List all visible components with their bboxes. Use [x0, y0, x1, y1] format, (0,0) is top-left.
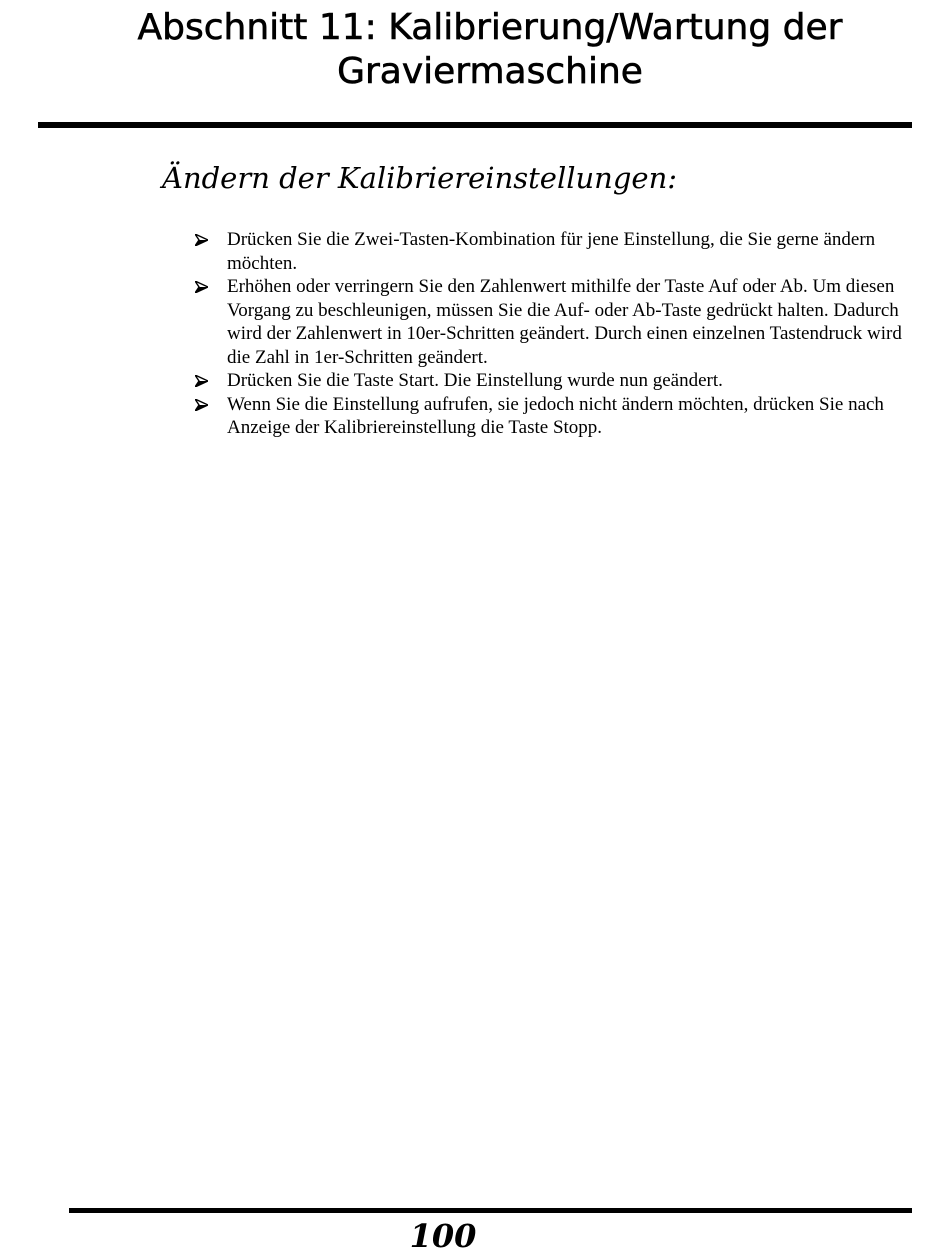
list-item — [195, 369, 915, 393]
instruction-list — [195, 228, 915, 440]
list-item-text: Wenn Sie die Einstellung aufrufen, sie jedoch nicht ändern möchten, drücken Sie nach Anzeige der Kalibriereinstellung die Taste Stopp. — [227, 393, 884, 438]
page-title — [40, 6, 940, 94]
list-item-text: Drücken Sie die Zwei-Tasten-Kombination für jene Einstellung, die Sie gerne ändern möchten. — [227, 229, 876, 274]
list-item-text: Drücken Sie die Taste Start. Die Einstellung wurde nun geändert. — [227, 370, 723, 391]
list-item-text: Erhöhen oder verringern Sie den Zahlenwert mithilfe der Taste Auf oder Ab. Um diesen Vorgang zu beschleunigen, müssen Sie die Auf- oder Ab-Taste gedrückt halten. Dadurch wird der Zahlenwert in 10er-Schritten geändert. Durch einen einzelnen Tastendruck wird die Zahl in 1er-Schritten geändert. — [227, 276, 902, 368]
list-item — [195, 228, 915, 275]
arrowhead-bullet-icon — [195, 275, 215, 299]
footer-divider — [69, 1208, 912, 1213]
page-title-line2: Graviermaschine — [337, 51, 643, 92]
arrowhead-bullet-icon — [195, 228, 215, 252]
list-item — [195, 275, 915, 369]
arrowhead-bullet-icon — [195, 393, 215, 417]
header-divider — [38, 122, 912, 128]
section-heading: Ändern der Kalibriereinstellungen: — [162, 161, 678, 195]
arrowhead-bullet-icon — [195, 369, 215, 393]
page-number: 100 — [409, 1217, 477, 1255]
list-item — [195, 393, 915, 440]
page-title-line1: Abschnitt 11: Kalibrierung/Wartung der — [137, 7, 843, 48]
